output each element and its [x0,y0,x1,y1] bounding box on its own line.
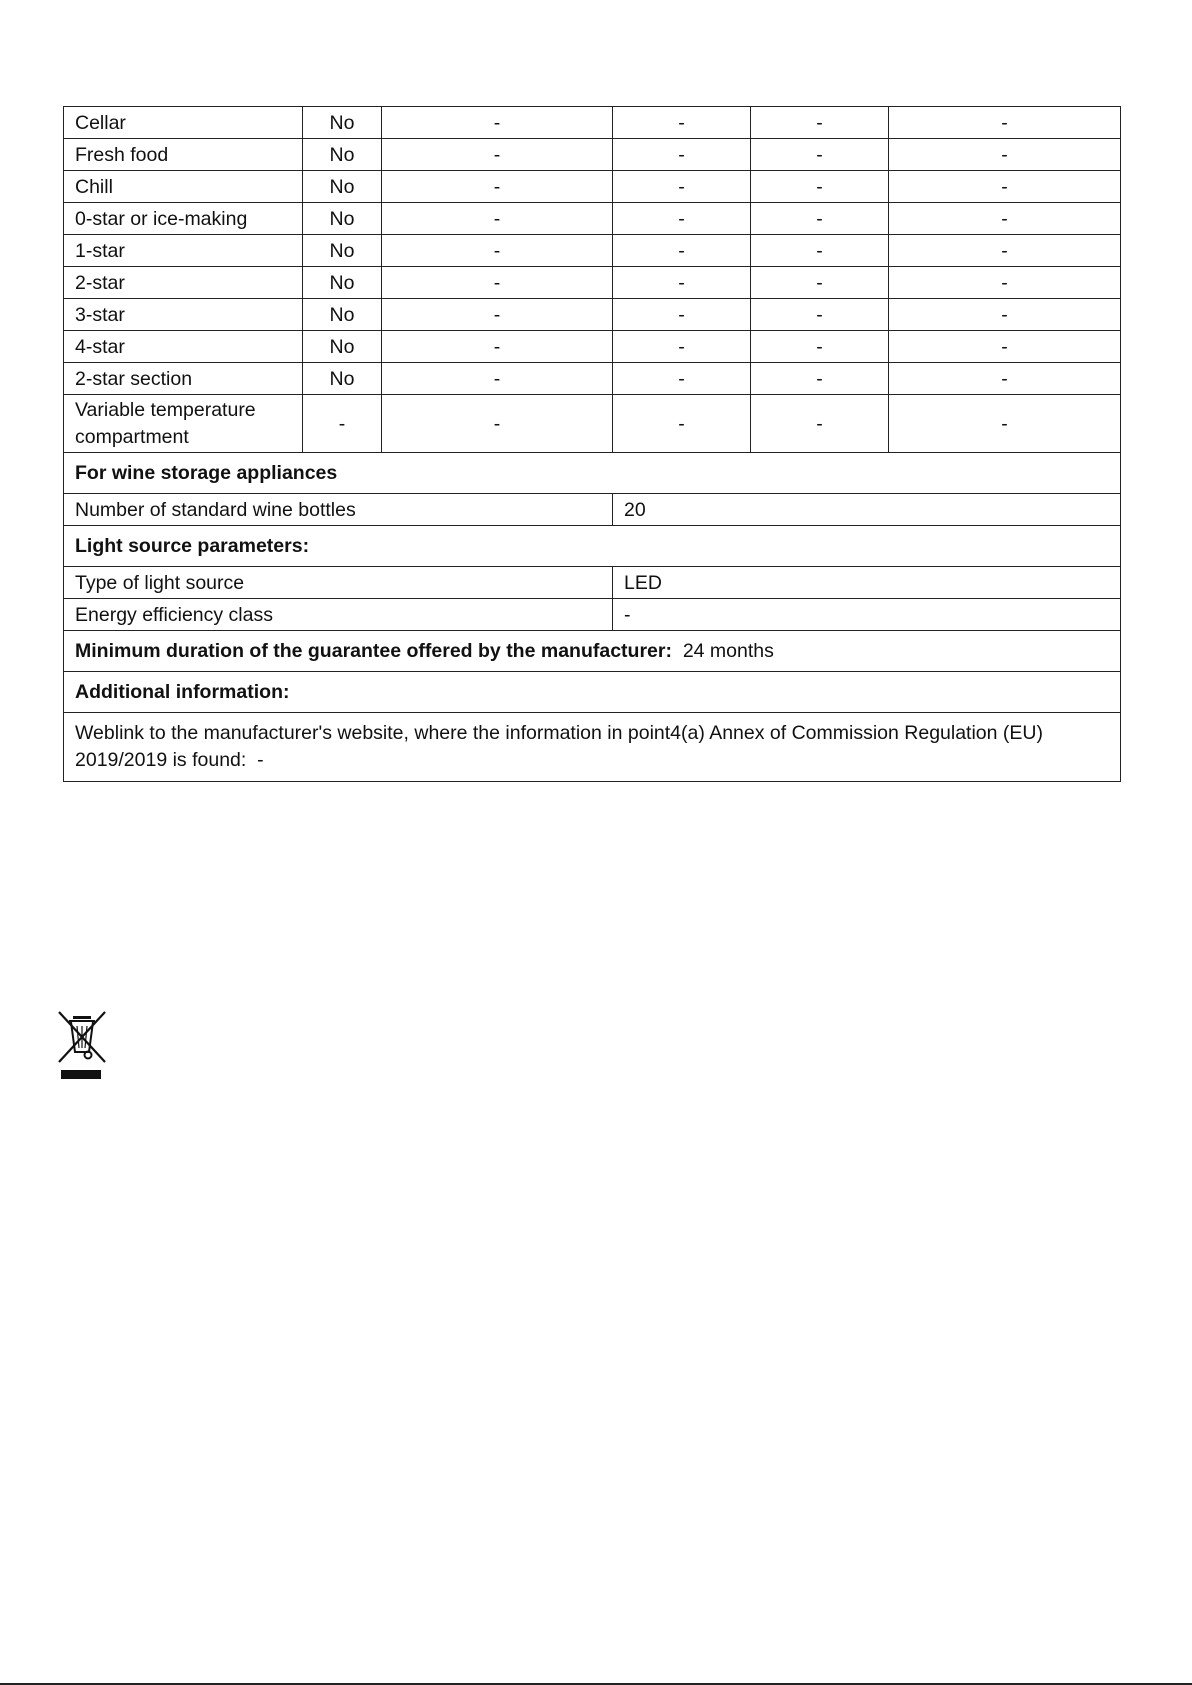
table-row [64,363,1121,395]
guarantee-value: 24 months [682,640,774,662]
table-row [64,395,1121,453]
compartment-cell: - [751,203,889,235]
compartment-value: No [303,267,382,299]
compartment-name: 2-star [64,267,303,299]
compartment-cell: - [889,171,1121,203]
compartment-value: No [303,139,382,171]
compartment-cell: - [889,395,1121,453]
compartment-value: No [303,363,382,395]
compartment-cell: - [382,331,613,363]
compartment-name: Chill [64,171,303,203]
compartment-cell: - [382,203,613,235]
bottles-value: 20 [613,494,1121,526]
table-row [64,331,1121,363]
guarantee-cell [64,631,1121,672]
compartment-value: - [303,395,382,453]
compartment-name: 2-star section [64,363,303,395]
compartment-cell: - [751,235,889,267]
light-section-heading: Light source parameters: [64,526,1121,567]
table-row [64,494,1121,526]
additional-info-heading: Additional information: [64,672,1121,713]
compartment-cell: - [751,139,889,171]
compartment-value: No [303,203,382,235]
guarantee-label: Minimum duration of the guarantee offered by the manufacturer: [75,640,672,662]
light-section-heading-row [64,526,1121,567]
compartment-cell: - [613,171,751,203]
compartment-cell: - [382,107,613,139]
weblink-row [64,713,1121,782]
compartment-cell: - [382,299,613,331]
guarantee-row [64,631,1121,672]
crossed-out-wheelie-bin-icon [57,1010,107,1080]
light-type-value: LED [613,567,1121,599]
compartment-value: No [303,171,382,203]
compartment-cell: - [889,267,1121,299]
additional-info-heading-row [64,672,1121,713]
compartment-cell: - [382,267,613,299]
table-row [64,267,1121,299]
compartment-value: No [303,107,382,139]
table-row [64,299,1121,331]
compartment-cell: - [382,235,613,267]
compartment-cell: - [613,363,751,395]
compartment-cell: - [382,171,613,203]
compartment-name: Cellar [64,107,303,139]
compartment-name: 4-star [64,331,303,363]
compartment-cell: - [382,395,613,453]
light-type-label: Type of light source [64,567,613,599]
compartment-name: Variable temperature compartment [64,395,303,453]
energy-class-label: Energy efficiency class [64,599,613,631]
compartment-value: No [303,299,382,331]
compartment-value: No [303,331,382,363]
compartment-cell: - [613,139,751,171]
compartment-cell: - [613,107,751,139]
weblink-cell [64,713,1121,782]
compartment-cell: - [382,139,613,171]
compartment-name: 3-star [64,299,303,331]
compartment-cell: - [751,363,889,395]
wine-section-heading-row [64,453,1121,494]
table-row [64,235,1121,267]
compartment-cell: - [613,395,751,453]
product-info-table [63,106,1121,782]
compartment-name: 0-star or ice-making [64,203,303,235]
wine-section-heading: For wine storage appliances [64,453,1121,494]
table-row [64,203,1121,235]
table-row [64,139,1121,171]
compartment-cell: - [751,267,889,299]
table-row [64,599,1121,631]
table-row [64,171,1121,203]
compartment-cell: - [613,331,751,363]
compartment-cell: - [613,203,751,235]
compartment-cell: - [613,267,751,299]
energy-class-value: - [613,599,1121,631]
compartment-cell: - [889,139,1121,171]
compartment-name: Fresh food [64,139,303,171]
compartment-cell: - [889,235,1121,267]
bottles-label: Number of standard wine bottles [64,494,613,526]
compartment-name: 1-star [64,235,303,267]
compartment-cell: - [751,107,889,139]
table-row [64,107,1121,139]
compartment-cell: - [613,299,751,331]
weblink-value: - [257,749,264,771]
table-row [64,567,1121,599]
compartment-cell: - [751,331,889,363]
compartment-cell: - [382,363,613,395]
compartment-cell: - [751,299,889,331]
weblink-text: Weblink to the manufacturer's website, where the information in point4(a) Annex of Commission Regulation (EU) 2019/2019 is found: [75,722,1043,771]
compartment-cell: - [889,299,1121,331]
compartment-cell: - [613,235,751,267]
compartment-cell: - [889,331,1121,363]
compartment-cell: - [889,363,1121,395]
compartment-cell: - [751,395,889,453]
compartment-value: No [303,235,382,267]
compartment-cell: - [751,171,889,203]
compartment-cell: - [889,203,1121,235]
compartment-cell: - [889,107,1121,139]
